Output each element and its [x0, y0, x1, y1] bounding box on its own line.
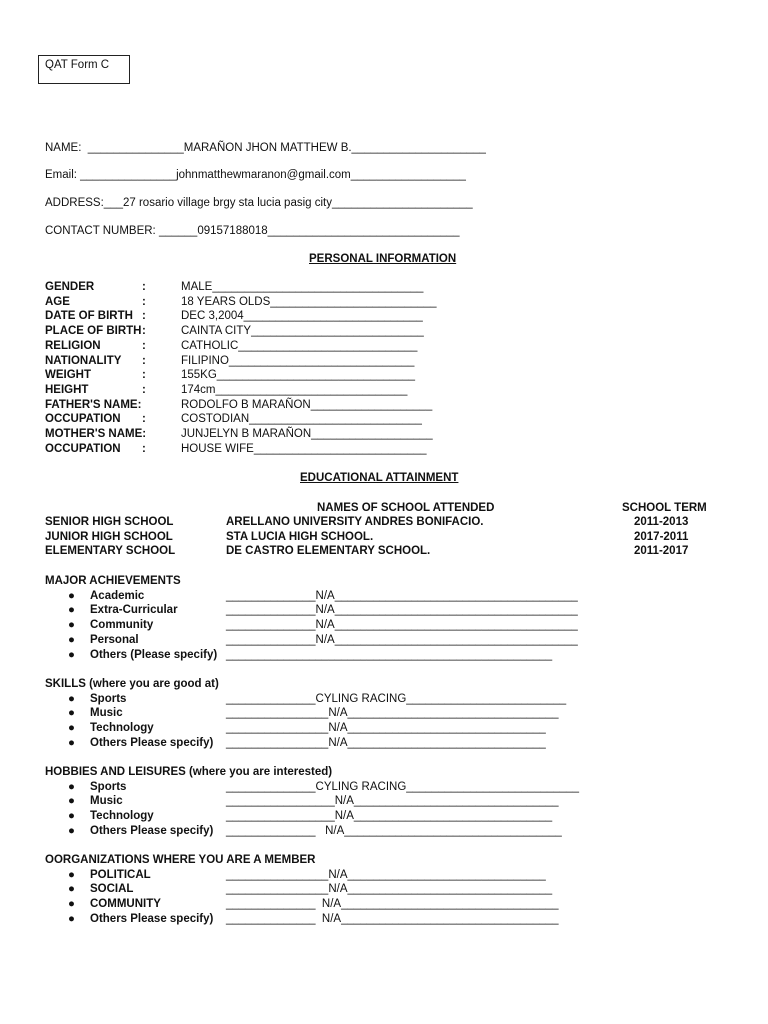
bullet-icon: ● — [68, 883, 75, 895]
info-label: AGE — [45, 296, 70, 308]
item-label: SOCIAL — [90, 883, 134, 895]
address-line: ADDRESS:___27 rosario village brgy sta lucia pasig city______________________ — [45, 197, 473, 209]
info-value: 18 YEARS OLDS__________________________ — [181, 296, 437, 308]
item-label: Sports — [90, 781, 127, 793]
bullet-icon: ● — [68, 722, 75, 734]
item-label: Personal — [90, 634, 139, 646]
item-value: ___________________________________________________ — [226, 649, 553, 661]
info-value: COSTODIAN___________________________ — [181, 413, 422, 425]
name-line: NAME: _______________MARAÑON JHON MATTHEW B._____________________ — [45, 142, 486, 154]
item-value: ______________CYLING RACING_________________________ — [226, 693, 567, 705]
item-label: Others Please specify) — [90, 825, 214, 837]
item-label: Community — [90, 619, 154, 631]
info-value: FILIPINO_____________________________ — [181, 355, 415, 367]
item-value: ________________N/A_______________________________ — [226, 869, 546, 881]
item-value: ________________N/A_______________________________ — [226, 737, 546, 749]
bullet-icon: ● — [68, 649, 75, 661]
info-colon: : — [142, 325, 146, 337]
info-label: FATHER'S NAME: — [45, 399, 142, 411]
bullet-icon: ● — [68, 810, 75, 822]
item-value: ______________N/A______________________________________ — [226, 590, 578, 602]
info-colon: : — [142, 310, 146, 322]
education-col-names: NAMES OF SCHOOL ATTENDED — [317, 502, 495, 514]
info-colon: : — [142, 296, 146, 308]
education-term: 2011-2017 — [634, 545, 689, 557]
education-school: DE CASTRO ELEMENTARY SCHOOL. — [226, 545, 431, 557]
form-code-box — [38, 55, 130, 84]
item-value: ______________N/A______________________________________ — [226, 604, 578, 616]
info-label: GENDER — [45, 281, 95, 293]
info-colon: : — [142, 413, 146, 425]
info-value: HOUSE WIFE___________________________ — [181, 443, 427, 455]
education-school: STA LUCIA HIGH SCHOOL. — [226, 531, 374, 543]
education-term: 2017-2011 — [634, 531, 689, 543]
form-code: QAT Form C — [45, 59, 110, 71]
info-colon: : — [142, 443, 146, 455]
info-label: DATE OF BIRTH — [45, 310, 133, 322]
item-label: Music — [90, 707, 123, 719]
education-school: ARELLANO UNIVERSITY ANDRES BONIFACIO. — [226, 516, 484, 528]
education-term: 2011-2013 — [634, 516, 689, 528]
email-line: Email: _______________johnmatthewmaranon@gmail.com__________________ — [45, 169, 466, 181]
item-value: ______________N/A______________________________________ — [226, 634, 578, 646]
info-label: RELIGION — [45, 340, 101, 352]
education-heading: EDUCATIONAL ATTAINMENT — [300, 472, 459, 484]
bullet-icon: ● — [68, 795, 75, 807]
item-label: Academic — [90, 590, 145, 602]
item-label: COMMUNITY — [90, 898, 161, 910]
item-value: ______________N/A______________________________________ — [226, 619, 578, 631]
bullet-icon: ● — [68, 898, 75, 910]
contact-line: CONTACT NUMBER: ______09157188018______________________________ — [45, 225, 460, 237]
item-label: Sports — [90, 693, 127, 705]
item-value: _________________N/A________________________________ — [226, 795, 559, 807]
info-colon: : — [142, 340, 146, 352]
item-label: Technology — [90, 722, 154, 734]
item-value: ________________N/A________________________________ — [226, 883, 553, 895]
info-label: WEIGHT — [45, 369, 91, 381]
bullet-icon: ● — [68, 707, 75, 719]
info-value: CATHOLIC____________________________ — [181, 340, 418, 352]
info-value: RODOLFO B MARAÑON___________________ — [181, 399, 433, 411]
education-level: SENIOR HIGH SCHOOL — [45, 516, 174, 528]
bullet-icon: ● — [68, 693, 75, 705]
bullet-icon: ● — [68, 781, 75, 793]
item-label: Music — [90, 795, 123, 807]
bullet-icon: ● — [68, 869, 75, 881]
personal-info-heading: PERSONAL INFORMATION — [309, 253, 457, 265]
info-label: HEIGHT — [45, 384, 89, 396]
item-value: ______________ N/A__________________________________ — [226, 913, 559, 925]
bullet-icon: ● — [68, 619, 75, 631]
item-label: Others (Please specify) — [90, 649, 218, 661]
info-label: NATIONALITY — [45, 355, 122, 367]
item-value: ________________N/A_________________________________ — [226, 707, 559, 719]
bullet-icon: ● — [68, 913, 75, 925]
item-value: _________________N/A_______________________________ — [226, 810, 553, 822]
item-label: Others Please specify) — [90, 913, 214, 925]
item-label: Technology — [90, 810, 154, 822]
education-level: JUNIOR HIGH SCHOOL — [45, 531, 173, 543]
info-colon: : — [142, 369, 146, 381]
info-label: PLACE OF BIRTH — [45, 325, 142, 337]
item-value: ______________ N/A__________________________________ — [226, 825, 562, 837]
bullet-icon: ● — [68, 604, 75, 616]
info-colon: : — [142, 355, 146, 367]
bullet-icon: ● — [68, 825, 75, 837]
section-title: HOBBIES AND LEISURES (where you are interested) — [45, 766, 333, 778]
item-label: POLITICAL — [90, 869, 151, 881]
section-title: MAJOR ACHIEVEMENTS — [45, 575, 181, 587]
info-label: OCCUPATION — [45, 413, 121, 425]
bullet-icon: ● — [68, 737, 75, 749]
info-colon: : — [142, 384, 146, 396]
info-value: 155KG_______________________________ — [181, 369, 416, 381]
info-value: JUNJELYN B MARAÑON___________________ — [181, 428, 433, 440]
info-value: CAINTA CITY___________________________ — [181, 325, 424, 337]
section-title: SKILLS (where you are good at) — [45, 678, 219, 690]
bullet-icon: ● — [68, 634, 75, 646]
section-title: OORGANIZATIONS WHERE YOU ARE A MEMBER — [45, 854, 316, 866]
item-value: ________________N/A_______________________________ — [226, 722, 546, 734]
info-label: MOTHER'S NAME: — [45, 428, 147, 440]
item-label: Others Please specify) — [90, 737, 214, 749]
education-col-term: SCHOOL TERM — [622, 502, 707, 514]
item-label: Extra-Curricular — [90, 604, 178, 616]
education-level: ELEMENTARY SCHOOL — [45, 545, 176, 557]
item-value: ______________CYLING RACING___________________________ — [226, 781, 579, 793]
info-value: DEC 3,2004____________________________ — [181, 310, 423, 322]
info-value: MALE_________________________________ — [181, 281, 424, 293]
info-colon: : — [142, 281, 146, 293]
bullet-icon: ● — [68, 590, 75, 602]
item-value: ______________ N/A__________________________________ — [226, 898, 559, 910]
info-value: 174cm______________________________ — [181, 384, 408, 396]
info-label: OCCUPATION — [45, 443, 121, 455]
